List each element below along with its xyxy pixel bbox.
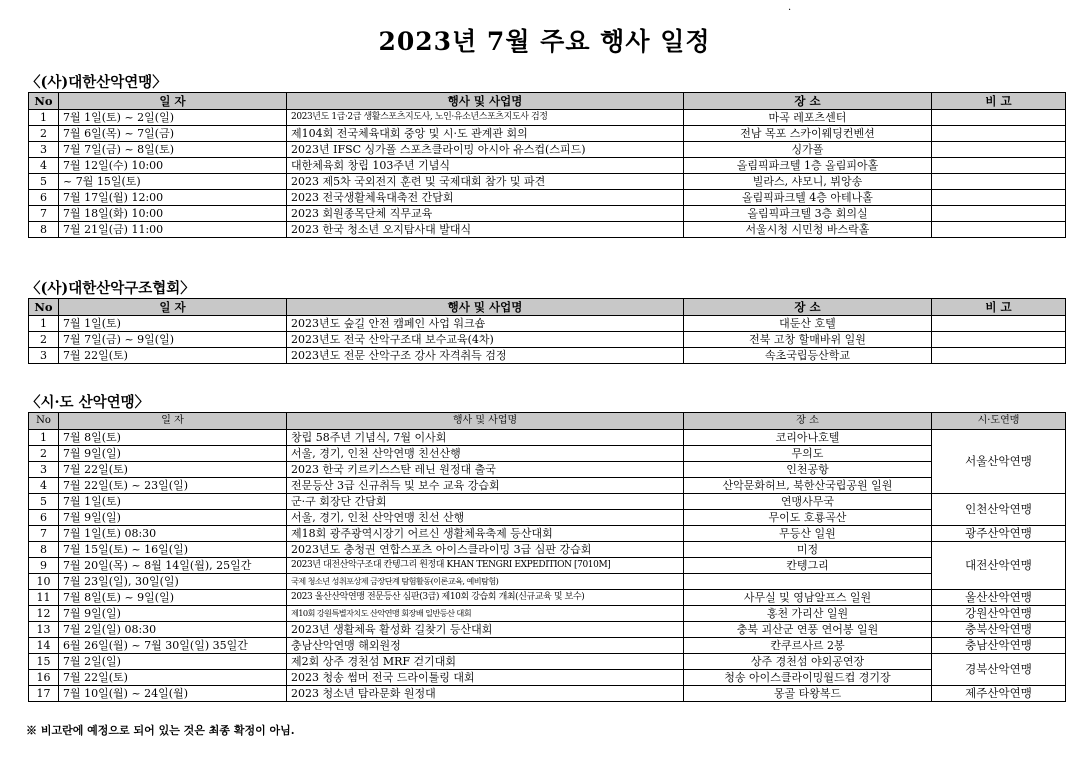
section-title-kaf: 〈(사)대한산악연맹〉 bbox=[26, 74, 167, 91]
row-event: 2023년도 전문 산악구조 강사 자격취득 검정 bbox=[287, 348, 684, 364]
row-date: 7월 7일(금) ~ 9일(일) bbox=[59, 332, 287, 348]
row-date: 7월 22일(토) ~ 23일(일) bbox=[59, 478, 287, 494]
row-place: 전남 목포 스카이웨딩컨벤션 bbox=[684, 126, 932, 142]
row-place: 사무실 및 영남알프스 일원 bbox=[684, 590, 932, 606]
row-place: 대둔산 호텔 bbox=[684, 316, 932, 332]
row-place: 상주 경천섬 야외공연장 bbox=[684, 654, 932, 670]
col-header-event: 행사 및 사업명 bbox=[287, 413, 684, 430]
row-number: 5 bbox=[29, 494, 59, 510]
row-number: 1 bbox=[29, 430, 59, 446]
table-row bbox=[29, 110, 1066, 126]
table-row bbox=[29, 158, 1066, 174]
row-event: 군·구 회장단 간담회 bbox=[287, 494, 684, 510]
row-date: 7월 9일(일) bbox=[59, 446, 287, 462]
table-row bbox=[29, 462, 1066, 478]
row-place: 전북 고창 할매바위 일원 bbox=[684, 332, 932, 348]
row-federation: 인천산악연맹 bbox=[932, 494, 1066, 526]
row-date: 7월 1일(토) ~ 2일(일) bbox=[59, 110, 287, 126]
table-row bbox=[29, 206, 1066, 222]
col-header-no: No bbox=[29, 413, 59, 430]
row-event: 충남산악연맹 해외원정 bbox=[287, 638, 684, 654]
row-number: 8 bbox=[29, 542, 59, 558]
table-row bbox=[29, 446, 1066, 462]
row-remark bbox=[932, 110, 1066, 126]
row-number: 14 bbox=[29, 638, 59, 654]
row-number: 13 bbox=[29, 622, 59, 638]
row-date: 7월 6일(목) ~ 7일(금) bbox=[59, 126, 287, 142]
row-remark bbox=[932, 222, 1066, 238]
table-kaf bbox=[28, 92, 1066, 238]
row-place: 홍천 가리산 일원 bbox=[684, 606, 932, 622]
row-event: 2023년 IFSC 싱가폴 스포츠클라이밍 아시아 유스컵(스피드) bbox=[287, 142, 684, 158]
row-number: 1 bbox=[29, 316, 59, 332]
row-event: 대한체육회 창립 103주년 기념식 bbox=[287, 158, 684, 174]
row-number: 6 bbox=[29, 510, 59, 526]
table-header-row bbox=[29, 93, 1066, 110]
row-number: 9 bbox=[29, 558, 59, 574]
col-header-no: No bbox=[29, 299, 59, 316]
row-date: 7월 20일(목) ~ 8월 14일(월), 25일간 bbox=[59, 558, 287, 574]
row-number: 17 bbox=[29, 686, 59, 702]
row-place: 싱가폴 bbox=[684, 142, 932, 158]
row-federation: 경북산악연맹 bbox=[932, 654, 1066, 686]
row-number: 4 bbox=[29, 158, 59, 174]
row-number: 11 bbox=[29, 590, 59, 606]
table-row bbox=[29, 510, 1066, 526]
row-event: 2023 한국 청소년 오지탐사대 발대식 bbox=[287, 222, 684, 238]
row-place: 칸텡그리 bbox=[684, 558, 932, 574]
row-place: 인천공항 bbox=[684, 462, 932, 478]
row-federation: 대전산악연맹 bbox=[932, 542, 1066, 590]
row-federation: 강원산악연맹 bbox=[932, 606, 1066, 622]
row-place: 올림픽파크텔 4층 아테나홀 bbox=[684, 190, 932, 206]
table-row bbox=[29, 190, 1066, 206]
table-row bbox=[29, 670, 1066, 686]
corner-mark: . bbox=[788, 2, 792, 13]
table-row bbox=[29, 686, 1066, 702]
row-event: 서울, 경기, 인천 산악연맹 친선산행 bbox=[287, 446, 684, 462]
row-place: 무의도 bbox=[684, 446, 932, 462]
row-date: 7월 22일(토) bbox=[59, 348, 287, 364]
section-title-rescue: 〈(사)대한산악구조협회〉 bbox=[26, 280, 195, 297]
row-event: 2023년도 숲길 안전 캠페인 사업 워크숍 bbox=[287, 316, 684, 332]
row-number: 10 bbox=[29, 574, 59, 590]
row-number: 7 bbox=[29, 206, 59, 222]
col-header-place: 장 소 bbox=[684, 93, 932, 110]
col-header-place: 장 소 bbox=[684, 413, 932, 430]
row-place: 무이도 호룡곡산 bbox=[684, 510, 932, 526]
row-place: 서울시청 시민청 바스락홀 bbox=[684, 222, 932, 238]
row-remark bbox=[932, 206, 1066, 222]
row-date: 7월 21일(금) 11:00 bbox=[59, 222, 287, 238]
col-header-date: 일 자 bbox=[59, 93, 287, 110]
col-header-date: 일 자 bbox=[59, 413, 287, 430]
row-date: 7월 2일(일) 08:30 bbox=[59, 622, 287, 638]
row-number: 3 bbox=[29, 462, 59, 478]
row-event: 서울, 경기, 인천 산악연맹 친선 산행 bbox=[287, 510, 684, 526]
row-remark bbox=[932, 316, 1066, 332]
col-header-remark: 비 고 bbox=[932, 299, 1066, 316]
row-date: 6월 26일(월) ~ 7월 30일(일) 35일간 bbox=[59, 638, 287, 654]
col-header-federation: 시·도연맹 bbox=[932, 413, 1066, 430]
row-place: 올림픽파크텔 1층 올림피아홀 bbox=[684, 158, 932, 174]
col-header-place: 장 소 bbox=[684, 299, 932, 316]
footnote: ※ 비고란에 예정으로 되어 있는 것은 최종 확정이 아님. bbox=[26, 724, 295, 737]
page-title: 2023년 7월 주요 행사 일정 bbox=[378, 27, 711, 56]
row-event: 2023 제5차 국외전지 훈련 및 국제대회 참가 및 파견 bbox=[287, 174, 684, 190]
table-row bbox=[29, 174, 1066, 190]
row-date: ~ 7월 15일(토) bbox=[59, 174, 287, 190]
row-federation: 충북산악연맹 bbox=[932, 622, 1066, 638]
row-date: 7월 10일(월) ~ 24일(월) bbox=[59, 686, 287, 702]
row-remark bbox=[932, 348, 1066, 364]
row-event: 2023 청소년 탐라문화 원정대 bbox=[287, 686, 684, 702]
section-title-regional: 〈시·도 산악연맹〉 bbox=[26, 394, 150, 411]
row-date: 7월 1일(토) bbox=[59, 316, 287, 332]
row-event: 2023년도 충청권 연합스포츠 아이스클라이밍 3급 심판 강습회 bbox=[287, 542, 684, 558]
col-header-event: 행사 및 사업명 bbox=[287, 93, 684, 110]
row-date: 7월 18일(화) 10:00 bbox=[59, 206, 287, 222]
row-number: 7 bbox=[29, 526, 59, 542]
row-place: 올림픽파크텔 3층 회의실 bbox=[684, 206, 932, 222]
row-place: 마곡 레포츠센터 bbox=[684, 110, 932, 126]
row-date: 7월 17일(월) 12:00 bbox=[59, 190, 287, 206]
row-date: 7월 2일(일) bbox=[59, 654, 287, 670]
row-number: 6 bbox=[29, 190, 59, 206]
col-header-remark: 비 고 bbox=[932, 93, 1066, 110]
row-place: 칸쿠르사르 2봉 bbox=[684, 638, 932, 654]
table-header-row bbox=[29, 299, 1066, 316]
row-federation: 광주산악연맹 bbox=[932, 526, 1066, 542]
row-event: 2023 회원종목단체 직무교육 bbox=[287, 206, 684, 222]
row-date: 7월 7일(금) ~ 8일(토) bbox=[59, 142, 287, 158]
row-remark bbox=[932, 174, 1066, 190]
row-event: 제18회 광주광역시장기 어르신 생활체육축제 등산대회 bbox=[287, 526, 684, 542]
table-regional bbox=[28, 412, 1066, 702]
row-event: 2023 한국 키르키스스탄 레닌 원정대 출국 bbox=[287, 462, 684, 478]
table-row bbox=[29, 558, 1066, 574]
table-header-row bbox=[29, 413, 1066, 430]
row-remark bbox=[932, 142, 1066, 158]
table-row bbox=[29, 590, 1066, 606]
row-date: 7월 22일(토) bbox=[59, 670, 287, 686]
row-remark bbox=[932, 190, 1066, 206]
table-rescue bbox=[28, 298, 1066, 364]
table-row bbox=[29, 222, 1066, 238]
row-number: 3 bbox=[29, 142, 59, 158]
row-event: 2023 울산산악연맹 전문등산 심판(3급) 제10회 강습회 개최(신규교육 및 보수) bbox=[287, 590, 684, 606]
row-date: 7월 22일(토) bbox=[59, 462, 287, 478]
row-number: 2 bbox=[29, 332, 59, 348]
col-header-no: No bbox=[29, 93, 59, 110]
table-row bbox=[29, 348, 1066, 364]
table-row bbox=[29, 316, 1066, 332]
row-event: 2023년 대전산악구조대 칸텡그리 원정대 KHAN TENGRI EXPEDITION [7010M] bbox=[287, 558, 684, 574]
row-remark bbox=[932, 158, 1066, 174]
row-number: 15 bbox=[29, 654, 59, 670]
row-event: 2023 청송 썸머 전국 드라이툴링 대회 bbox=[287, 670, 684, 686]
row-date: 7월 23일(일), 30일(일) bbox=[59, 574, 287, 590]
row-number: 12 bbox=[29, 606, 59, 622]
row-number: 16 bbox=[29, 670, 59, 686]
row-place: 연맹사무국 bbox=[684, 494, 932, 510]
row-place: 속초국립등산학교 bbox=[684, 348, 932, 364]
row-place: 산악문화허브, 북한산국립공원 일원 bbox=[684, 478, 932, 494]
row-event: 2023년도 1급·2급 생활스포츠지도사, 노인·유소년스포츠지도사 검정 bbox=[287, 110, 684, 126]
row-place: 미정 bbox=[684, 542, 932, 558]
row-federation: 충남산악연맹 bbox=[932, 638, 1066, 654]
row-number: 8 bbox=[29, 222, 59, 238]
row-federation: 제주산악연맹 bbox=[932, 686, 1066, 702]
table-row bbox=[29, 606, 1066, 622]
row-place: 청송 아이스클라이밍월드컵 경기장 bbox=[684, 670, 932, 686]
row-date: 7월 15일(토) ~ 16일(일) bbox=[59, 542, 287, 558]
table-row bbox=[29, 622, 1066, 638]
row-remark bbox=[932, 332, 1066, 348]
table-row bbox=[29, 332, 1066, 348]
row-number: 2 bbox=[29, 126, 59, 142]
table-row bbox=[29, 542, 1066, 558]
row-event: 2023년도 전국 산악구조대 보수교육(4차) bbox=[287, 332, 684, 348]
row-event: 제2회 상주 경천섬 MRF 걷기대회 bbox=[287, 654, 684, 670]
row-number: 4 bbox=[29, 478, 59, 494]
table-row bbox=[29, 526, 1066, 542]
row-event: 창립 58주년 기념식, 7월 이사회 bbox=[287, 430, 684, 446]
row-date: 7월 1일(토) 08:30 bbox=[59, 526, 287, 542]
table-row bbox=[29, 142, 1066, 158]
row-place: 충북 괴산군 연풍 연어봉 일원 bbox=[684, 622, 932, 638]
row-place: 빌라스, 샤모니, 뷔앙송 bbox=[684, 174, 932, 190]
table-row bbox=[29, 654, 1066, 670]
row-remark bbox=[932, 126, 1066, 142]
row-event: 전문등산 3급 신규취득 및 보수 교육 강습회 bbox=[287, 478, 684, 494]
row-event: 제10회 강원특별자치도 산악연맹 회장배 일반등산 대회 bbox=[287, 606, 684, 622]
row-date: 7월 8일(토) bbox=[59, 430, 287, 446]
row-place: 몽골 타왕복드 bbox=[684, 686, 932, 702]
row-event: 2023 전국생활체육대축전 간담회 bbox=[287, 190, 684, 206]
table-row bbox=[29, 126, 1066, 142]
row-federation: 울산산악연맹 bbox=[932, 590, 1066, 606]
table-row bbox=[29, 574, 1066, 590]
row-number: 3 bbox=[29, 348, 59, 364]
row-event: 국제 청소년 성취포상제 금장단계 탐험활동(이론교육, 예비탐험) bbox=[287, 574, 684, 590]
row-place bbox=[684, 574, 932, 590]
row-date: 7월 12일(수) 10:00 bbox=[59, 158, 287, 174]
row-place: 코리아나호텔 bbox=[684, 430, 932, 446]
row-event: 2023년 생활체육 활성화 길찾기 등산대회 bbox=[287, 622, 684, 638]
table-row bbox=[29, 430, 1066, 446]
row-event: 제104회 전국체육대회 중앙 및 시·도 관계관 회의 bbox=[287, 126, 684, 142]
col-header-event: 행사 및 사업명 bbox=[287, 299, 684, 316]
row-federation: 서울산악연맹 bbox=[932, 430, 1066, 494]
row-date: 7월 8일(토) ~ 9일(일) bbox=[59, 590, 287, 606]
table-row bbox=[29, 478, 1066, 494]
row-number: 5 bbox=[29, 174, 59, 190]
row-date: 7월 9일(일) bbox=[59, 606, 287, 622]
row-date: 7월 1일(토) bbox=[59, 494, 287, 510]
row-number: 1 bbox=[29, 110, 59, 126]
col-header-date: 일 자 bbox=[59, 299, 287, 316]
row-place: 무등산 일원 bbox=[684, 526, 932, 542]
table-row bbox=[29, 638, 1066, 654]
row-date: 7월 9일(일) bbox=[59, 510, 287, 526]
row-number: 2 bbox=[29, 446, 59, 462]
table-row bbox=[29, 494, 1066, 510]
